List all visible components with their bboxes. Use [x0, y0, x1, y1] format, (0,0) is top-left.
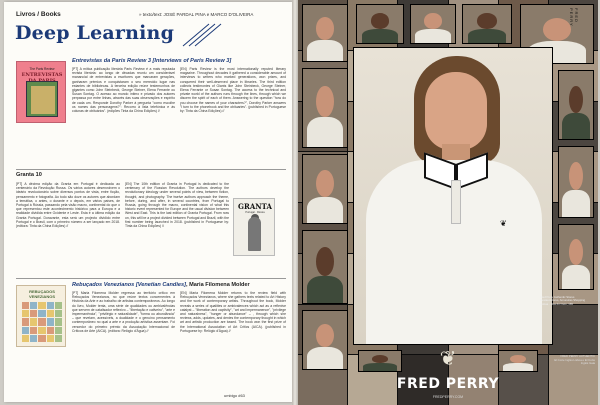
- ad-caption: Fred Perry Authentic Stores Restauradores, Amoreiras Shopping Lisboa · Rua do Ouro, 165: [540, 295, 586, 306]
- granta-cover-title: GRANTA: [238, 202, 272, 211]
- granta-cover: [233, 198, 275, 256]
- rebucados-cover: [16, 285, 66, 347]
- heading-author: , Maria Filomena Molder: [186, 282, 250, 288]
- collage-photo: [558, 146, 594, 218]
- collage-photo: [462, 4, 512, 44]
- cover-illustration: [26, 81, 58, 117]
- store-info: FRED PERRY AUTHENTIC El Corte Inglés Lisboa e El Corte Inglés Gaia: [554, 354, 595, 366]
- rebucados-text-en: [EN] Maria Filomena Molder returns to the review field with Rebuçados Venezianos, where she gathers texts related to Art History and the work of contemporary artists. Throughout the book, Molder reveals a series of qualities or ambivalences which act as a reflexive catalyst – "liberation and captivity", "art and impermanence", "privilege and naturalness", "hunger or abundance" – , through which she reviews, adds, updates, and denies the contemporary thought in which art and artistic production are based. The book won the first prize of the International Association of Art Critics (AICA). (published in Portuguese by: Relógio d'Água) //: [180, 291, 286, 333]
- left-page: [4, 2, 292, 402]
- heading-pt: Rebuçados Venezianos: [72, 282, 135, 288]
- folio: umbigo #63: [224, 393, 245, 398]
- collage-photo: [302, 310, 348, 370]
- page-title: Deep Learning: [15, 22, 175, 44]
- collage-photo: [498, 350, 538, 372]
- granta-text-pt: [PT] A décima edição da Granta em Portugal é dedicada ao centenário da Revolução Russa. Os vários autores desenvolvem o ideário revolucionário sobre diversos pontos de vista, entre ficção, pensamento e fotografia. Ao todo são doze os autores que abordam a temática, o antes, o durante e o depois, em vários países, de Portugal à Rússia, passando pela visão macro, continental do que o que representou este acontecimento histórico para a Europa e a realidade dividida entre Ocidente e Leste. Esta é a última edição da Granta Portugal. Doravante, esta será um projecto dividido entre Portugal e o Brasil, com o primeiro número a ser lançado em 2018. (editora: Tinta da China Edições) //: [16, 182, 120, 229]
- heading-en: [Interviews of Paris Review 3]: [152, 58, 232, 64]
- collage-photo: [358, 350, 402, 372]
- website: FREDPERRY.COM: [432, 395, 464, 399]
- heading-pt: Entrevistas da Paris Review 3: [72, 58, 151, 64]
- collage-photo: [410, 4, 456, 44]
- cover-small-text: The Paris Review: [29, 67, 55, 71]
- divider: [16, 278, 286, 279]
- cover-tile-pattern: [22, 302, 62, 342]
- collage-photo: [356, 4, 404, 44]
- main-photo-model: [353, 47, 553, 345]
- fred-perry-ad: [298, 0, 598, 405]
- granta-cover-subtitle: Portugal · Rússia: [245, 211, 265, 214]
- laurel-icon: ❦: [439, 348, 457, 370]
- paris-review-text-en: [EN] Paris Review is the most internationally reputed literary magazine. Throughout decades it gathered a considerable amount of interviews to writers who marked generations, won prizes, and conquered their well-deserved place in libraries. The third edition collects testimonies of Giants like John Steinbeck, George Steiner, Elena Ferrante or Susan Sontag. The access to the technical and private world of the authors runs through the lines, through which we discern the spirit of each of them. Answering to the question "how do you choose the names of your characters?", Dorothy Parker answers "I turn to the phonebook and the obituaries". (published in Portuguese by: Tinta da China Edições) //: [180, 67, 286, 114]
- rebucados-cover-title: REBUÇADOS VENEZIANOS: [28, 289, 55, 299]
- collage-photo: [302, 230, 348, 304]
- collage-photo: [302, 4, 348, 62]
- author-credit: » texto/text: JOSÉ PARDAL PINA e MARCO D'OLIVEIRA: [139, 12, 254, 17]
- collage-photo: [558, 70, 594, 140]
- brand-logo: FRED PERRY: [396, 376, 500, 392]
- section-tag: Livros / Books: [16, 11, 61, 18]
- collage-photo: [302, 68, 348, 148]
- collage-tile: [549, 305, 598, 355]
- heading-en: [Venetian Candies]: [135, 282, 186, 288]
- rebucados-text-pt: [PT] Maria Filomena Molder regressa ao território crítico em Rebuçados Venezianos, no que reúne textos concernentes à História da Arte e ao trabalho de artistas contemporâneos. Ao longo do livro, Molder tenta, uma série de qualidades ou ambivalências que servem de catalisador reflexivo – "libertação e cativeiro", "arte e impermanência", "privilégio e naturalidade", "forma ou abundância" – que revelam, acessíveis, a dualidade e o genuíno pensamento contemporâneo no qual a arte e a produção artística assentam. Foi vencedor do primeiro prémio da Associação Internacional de Críticos de Arte (AICA). (editora: Relógio d'Água) //: [72, 291, 175, 333]
- decorative-lines: [179, 22, 259, 48]
- cover-title: ENTREVISTAS: [21, 72, 63, 78]
- collage-photo: [558, 224, 594, 290]
- article-heading-paris-review: [72, 58, 287, 64]
- side-brand-tag: FRED PERRY: [569, 8, 579, 27]
- granta-text-en: [EN] The 10th edition of Granta in Portugal is dedicated to the centenary of the Russian Revolution. The authors develop the revolutionary ideology under several points of view, between fiction, thought, and photography. The twelve authors approach the theme, before, during, and after, in several countries, from Portugal to Russia, going through the macro, continental vision of what this historic event represented for Europe and the usual division between West and East. This is the last edition of Granta Portugal. From now on, this will be a project divided between Portugal and Brazil, with the first number being launched in 2018. (published in Portuguese by: Tinta da China Edições) //: [125, 182, 229, 229]
- paris-review-cover: [16, 61, 66, 123]
- divider: [16, 169, 286, 170]
- paris-review-text-pt: [PT] A mítica publicação literária Paris Review é a mais reputada revista literária: ao longo de décadas reuniu um considerável manancial de entrevistas a escritores que marcaram gerações, ganharam prémios e conquistaram o seu merecido lugar nas estantes de bibliotecas. A terceira edição reúne testemunhos de gigantes como John Steinbeck, George Steiner, Elena Ferrante ou Susan Sontag. O acesso ao mundo íntimo e privado dos autores perpassa por entre linhas, através das suas observações e espírito de cada um. Responde Dorothy Parker à pergunta "como escolhe os nomes das personagens?": Recorro à lista telefónica e às colunas de obituários". (edições Tinta da China Edições) //: [72, 67, 175, 114]
- article-heading-rebucados: [72, 282, 287, 288]
- article-heading-granta: Granta 10: [16, 172, 42, 178]
- laurel-icon: ❦: [500, 219, 507, 228]
- collage-photo: [302, 154, 348, 224]
